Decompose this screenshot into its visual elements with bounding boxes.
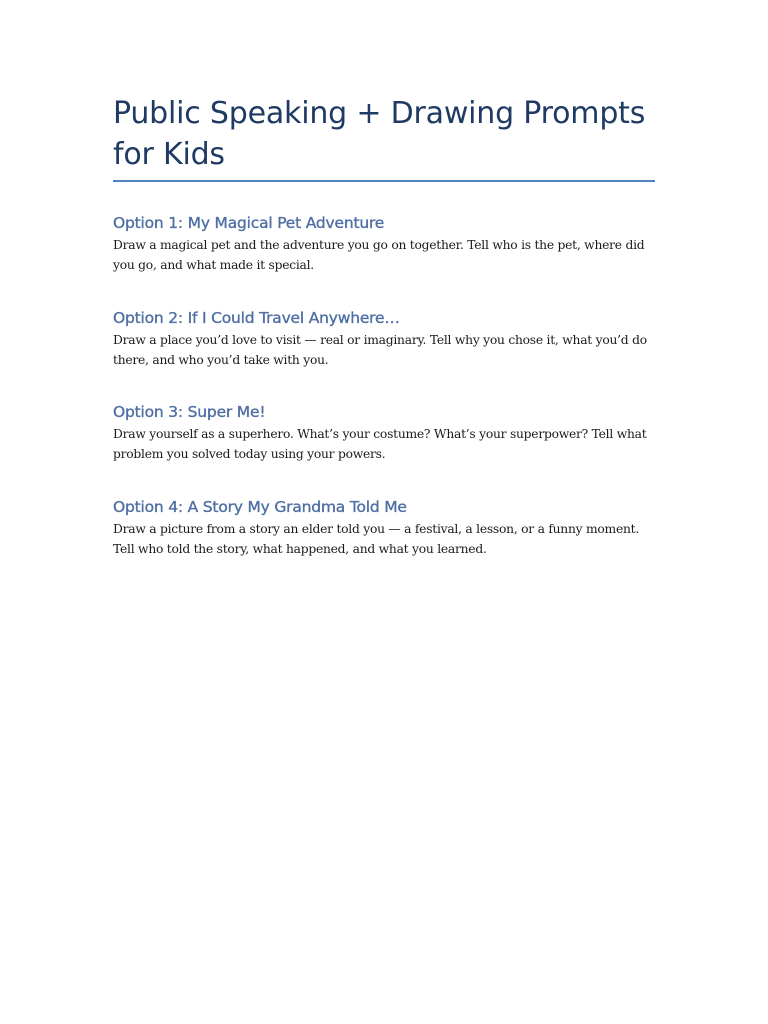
option-heading: Option 4: A Story My Grandma Told Me (113, 498, 407, 516)
option-section (113, 497, 658, 559)
option-description: Draw yourself as a superhero. What’s your costume? What’s your superpower? Tell what problem you solved today using your powers. (113, 427, 647, 461)
page-title: Public Speaking + Drawing Prompts for Kids (113, 96, 646, 172)
option-description: Draw a magical pet and the adventure you go on together. Tell who is the pet, where did you go, and what made it special. (113, 238, 645, 272)
title-underline (113, 180, 655, 182)
option-section (113, 308, 658, 370)
option-description: Draw a picture from a story an elder told you — a festival, a lesson, or a funny moment. Tell who told the story, what happened, and what you learned. (113, 522, 640, 556)
option-section (113, 213, 658, 275)
option-heading: Option 1: My Magical Pet Adventure (113, 214, 385, 232)
option-section (113, 402, 658, 464)
option-description: Draw a place you’d love to visit — real or imaginary. Tell why you chose it, what you’d do there, and who you’d take with you. (113, 333, 647, 367)
option-heading: Option 2: If I Could Travel Anywhere… (113, 309, 400, 327)
option-heading: Option 3: Super Me! (113, 403, 266, 421)
